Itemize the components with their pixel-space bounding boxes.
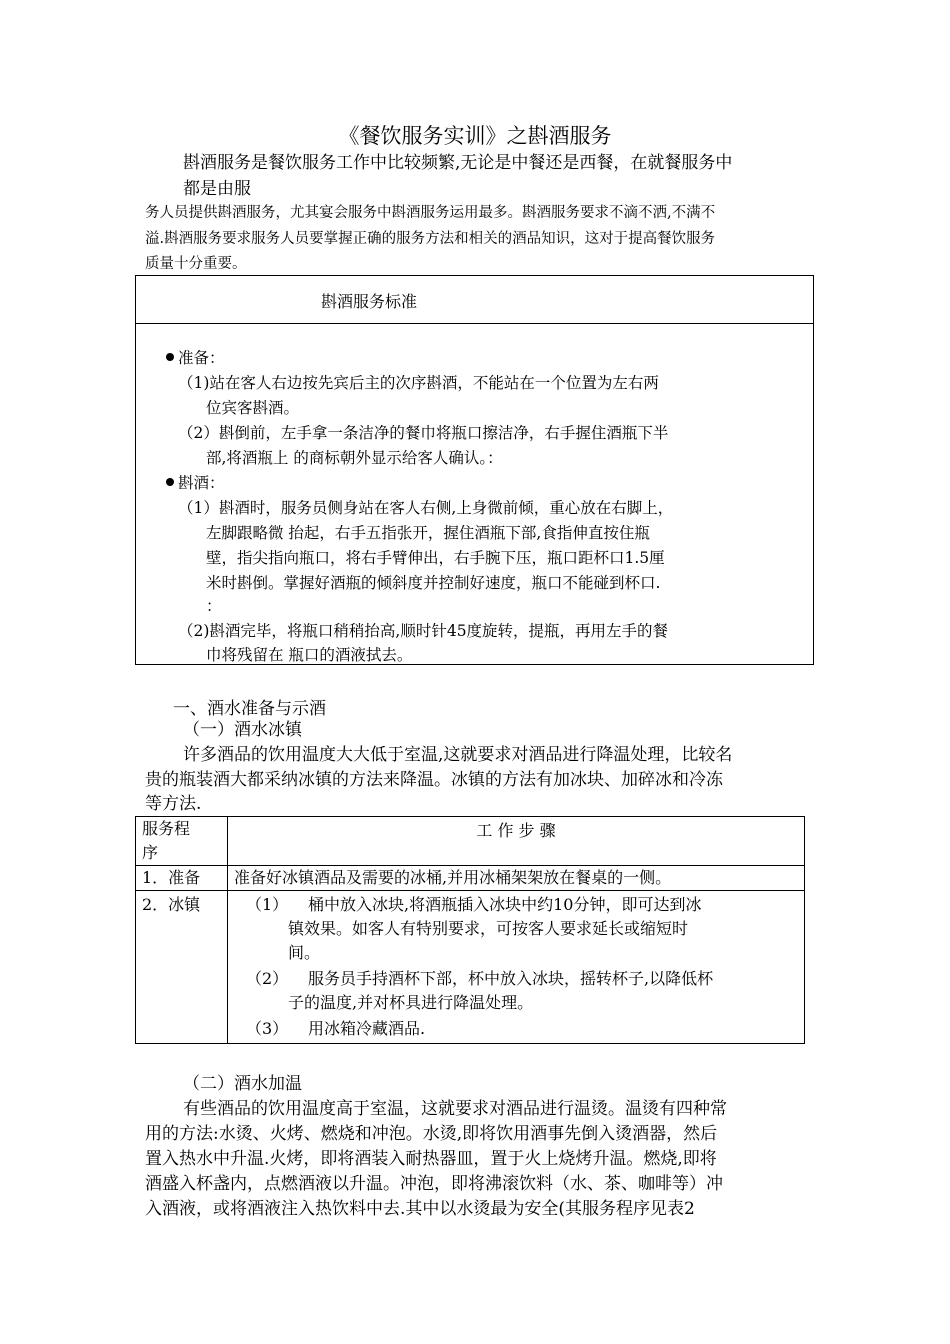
prep-label: 准备：: [166, 346, 225, 368]
paragraph-line: 入酒液，或将酒液注入热饮料中去.其中以水烫最为安全(其服务程序见表2: [145, 1199, 695, 1219]
intro-line: 溢.斟酒服务要求服务人员要掌握正确的服务方法和相关的酒品知识，这对于提高餐饮服务: [145, 231, 716, 247]
paragraph-line: 许多酒品的饮用温度大大低于室温,这就要求对酒品进行降温处理，比较名: [183, 745, 733, 765]
section-heading: 一、酒水准备与示酒: [173, 699, 326, 719]
box-line: 位宾客斟酒。: [206, 399, 300, 417]
table-row: [136, 817, 805, 866]
paragraph-line: 有些酒品的饮用温度高于室温，这就要求对酒品进行温烫。温烫有四种常: [183, 1099, 727, 1119]
bullet-icon: [166, 353, 174, 361]
subsection-heading: （一）酒水冰镇: [183, 720, 302, 740]
standard-box: [135, 275, 814, 665]
table-row: [136, 891, 805, 1044]
box-line: 壁，指尖指向瓶口，将右手臂伸出，右手腕下压，瓶口距杯口1.5厘: [206, 549, 665, 567]
page-title: 《餐饮服务实训》之斟酒服务: [338, 124, 612, 148]
paragraph-line: 置入热水中升温.火烤，即将酒装入耐热器皿，置于火上烧烤升温。燃烧,即将: [145, 1149, 717, 1169]
intro-line: 务人员提供斟酒服务，尤其宴会服务中斟酒服务运用最多。斟酒服务要求不滴不洒,不满不: [145, 205, 716, 221]
bullet-icon: [166, 478, 174, 486]
box-line: ：: [206, 597, 222, 615]
box-line: 米时斟倒。掌握好酒瓶的倾斜度并控制好速度，瓶口不能碰到杯口.: [206, 574, 661, 592]
box-line: （2)斟酒完毕，将瓶口稍稍抬高,顺时针45度旋转，提瓶，再用左手的餐: [178, 622, 669, 640]
paragraph-line: 等方法.: [145, 794, 202, 814]
step-item: （2） 服务员手持酒杯下部，杯中放入冰块，摇转杯子,以降低杯 子的温度,并对杯具进行降温处理。: [246, 969, 714, 1012]
table-cell: 2．冰镇: [136, 891, 228, 1044]
intro-line: 斟酒服务是餐饮服务工作中比较频繁,无论是中餐还是西餐，在就餐服务中: [183, 153, 733, 173]
box-line: 左脚跟略微 抬起，右手五指张开，握住酒瓶下部,食指伸直按住瓶: [206, 524, 650, 542]
table-row: [136, 866, 805, 891]
box-line: （2）斟倒前，左手拿一条洁净的餐巾将瓶口擦洁净，右手握住酒瓶下半: [178, 424, 669, 442]
intro-line: 都是由服: [183, 179, 251, 199]
box-line: 巾将残留在 瓶口的酒液拭去。: [206, 646, 413, 664]
box-line: （1)站在客人右边按先宾后主的次序斟酒，不能站在一个位置为左右两: [178, 374, 659, 392]
table-cell: 1．准备: [136, 866, 228, 891]
table-cell: [228, 891, 805, 1044]
box-line: 部,将酒瓶上 的商标朝外显示给客人确认。：: [206, 449, 503, 467]
step-item: （3） 用冰箱冷藏酒品.: [246, 1019, 426, 1038]
step-item: （1） 桶中放入冰块,将酒瓶插入冰块中约10分钟，即可达到冰 镇效果。如客人有特别要求，可按客人要求延长或缩短时 间。: [246, 895, 702, 962]
table-cell: 准备好冰镇酒品及需要的冰桶,并用冰桶架架放在餐桌的一侧。: [228, 866, 805, 891]
paragraph-line: 贵的瓶装酒大都采纳冰镇的方法来降温。冰镇的方法有加冰块、加碎冰和冷冻: [145, 770, 723, 790]
standard-box-title: 斟酒服务标准: [321, 292, 418, 311]
standard-box-header: [136, 276, 813, 324]
box-line: （1）斟酒时，服务员侧身站在客人右侧,上身微前倾，重心放在右脚上，: [178, 499, 674, 517]
chilling-table: [135, 816, 805, 1044]
paragraph-line: 酒盛入杯盏内，点燃酒液以升温。冲泡，即将沸滚饮料（水、茶、咖啡等）冲: [145, 1174, 723, 1194]
pour-label: 斟酒：: [166, 471, 225, 493]
intro-line: 质量十分重要。: [145, 256, 247, 272]
subsection-heading: （二）酒水加温: [183, 1074, 302, 1094]
paragraph-line: 用的方法:水烫、火烤、燃烧和冲泡。水烫,即将饮用酒事先倒入烫酒器，然后: [145, 1124, 718, 1144]
table-header-cell: 服务程 序: [136, 817, 228, 866]
table-header-cell: 工 作 步 骤: [228, 817, 805, 866]
